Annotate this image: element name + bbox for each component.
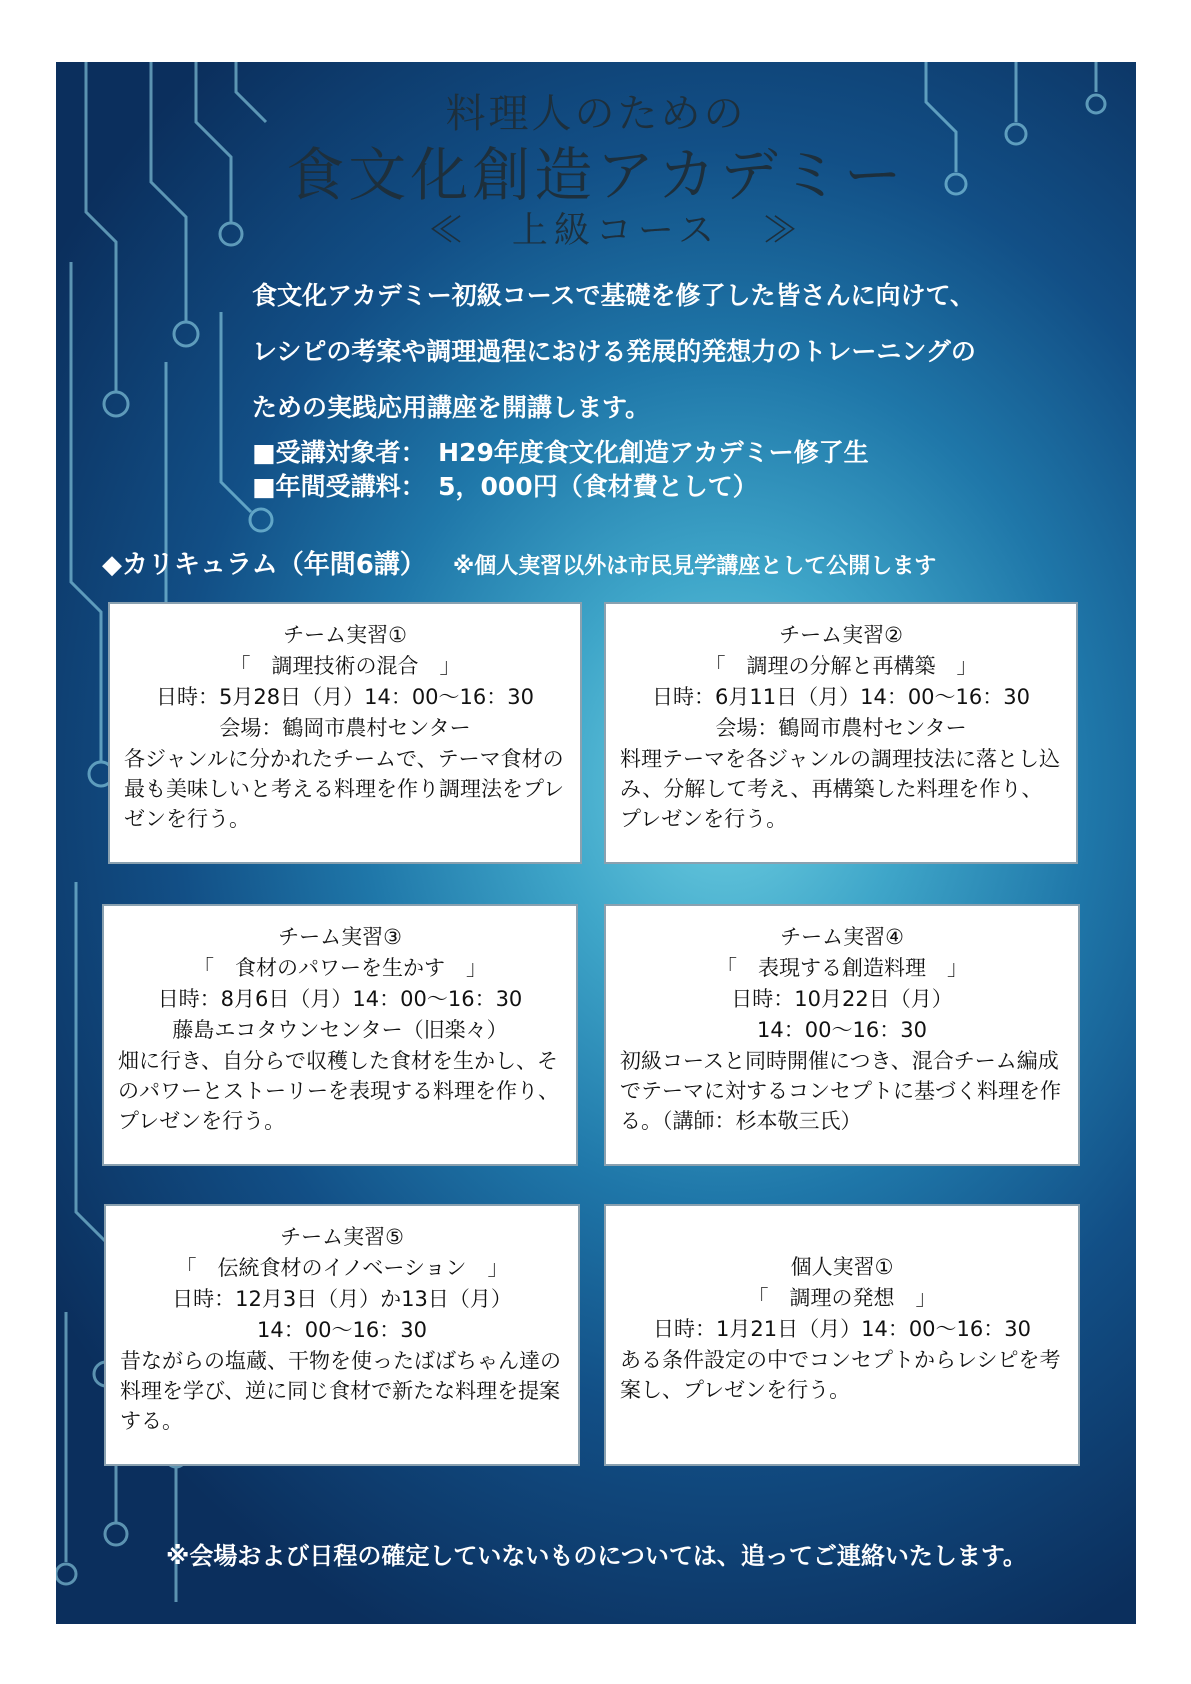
session-date: 日時：10月22日（月） xyxy=(731,987,953,1011)
session-label: チーム実習① xyxy=(283,623,407,647)
session-date: 日時：5月28日（月）14：00～16：30 xyxy=(156,685,534,709)
session-venue: 会場：鶴岡市農村センター xyxy=(219,716,471,740)
session-description: 昔ながらの塩蔵、干物を使ったばばちゃん達の料理を学び、逆に同じ食材で新たな料理を提案する。 xyxy=(120,1349,561,1433)
footer-note: ※会場および日程の確定していないものについては、追ってご連絡いたします。 xyxy=(166,1542,1027,1570)
intro-line: ための実践応用講座を開講します。 xyxy=(252,393,651,422)
session-date: 日時：8月6日（月）14：00～16：30 xyxy=(157,987,523,1011)
session-theme: 「 調理の分解と再構築 」 xyxy=(704,654,978,678)
page-title: 食文化創造アカデミー xyxy=(286,141,906,209)
session-description: 畑に行き、自分らで収穫した食材を生かし、そのパワーとストーリーを表現する料理を作り、プレゼンを行う。 xyxy=(118,1049,559,1133)
session-card xyxy=(604,1204,1080,1466)
session-description: 各ジャンルに分かれたチームで、テーマ食材の最も美味しいと考える料理を作り調理法をプレゼンを行う。 xyxy=(124,747,565,831)
session-theme: 「 食材のパワーを生かす 」 xyxy=(193,956,487,980)
session-venue: 会場：鶴岡市農村センター xyxy=(715,716,967,740)
session-theme: 「 調理技術の混合 」 xyxy=(229,654,461,678)
session-card xyxy=(604,602,1078,864)
session-description: 初級コースと同時開催につき、混合チーム編成でテーマに対するコンセプトに基づく料理を作る。（講師：杉本敬三氏） xyxy=(620,1049,1061,1133)
session-date: 日時：1月21日（月）14：00～16：30 xyxy=(653,1317,1031,1341)
session-card xyxy=(604,904,1080,1166)
session-time: 14：00～16：30 xyxy=(257,1318,427,1342)
intro-line: レシピの考案や調理過程における発展的発想力のトレーニングの xyxy=(252,337,976,366)
session-label: チーム実習⑤ xyxy=(280,1225,404,1249)
annual-fee: ■年間受講料： 5，000円（食材費として） xyxy=(252,472,758,501)
session-description: ある条件設定の中でコンセプトからレシピを考案し、プレゼンを行う。 xyxy=(620,1348,1061,1402)
session-date: 日時：12月3日（月）か13日（月） xyxy=(172,1287,512,1311)
session-label: 個人実習① xyxy=(790,1255,894,1279)
session-description: 料理テーマを各ジャンルの調理技法に落とし込み、分解して考え、再構築した料理を作り、プレゼンを行う。 xyxy=(620,747,1061,831)
session-label: チーム実習④ xyxy=(780,925,904,949)
session-theme: 「 伝統食材のイノベーション 」 xyxy=(175,1256,509,1280)
session-card xyxy=(102,904,578,1166)
title-prefix: 料理人のための xyxy=(445,91,747,137)
enrollment-info xyxy=(252,436,1072,504)
curriculum-note: ※個人実習以外は市民見学講座として公開します xyxy=(452,554,937,579)
session-theme: 「 調理の発想 」 xyxy=(747,1286,937,1310)
curriculum-heading xyxy=(102,544,1102,581)
session-card xyxy=(108,602,582,864)
poster-background xyxy=(56,62,1136,1624)
session-label: チーム実習② xyxy=(779,623,903,647)
intro-line: 食文化アカデミー初級コースで基礎を修了した皆さんに向けて、 xyxy=(252,281,976,310)
curriculum-title: ◆カリキュラム（年間6講） xyxy=(102,550,426,580)
course-subtitle: ≪ 上級コース ≫ xyxy=(427,210,805,251)
target-audience: ■受講対象者： H29年度食文化創造アカデミー修了生 xyxy=(252,438,869,467)
session-label: チーム実習③ xyxy=(278,925,402,949)
session-date: 日時：6月11日（月）14：00～16：30 xyxy=(652,685,1030,709)
intro-text xyxy=(252,268,1072,436)
session-card xyxy=(104,1204,580,1466)
session-venue: 藤島エコタウンセンター（旧楽々） xyxy=(172,1018,508,1042)
session-time: 14：00～16：30 xyxy=(757,1018,927,1042)
session-theme: 「 表現する創造料理 」 xyxy=(716,956,968,980)
